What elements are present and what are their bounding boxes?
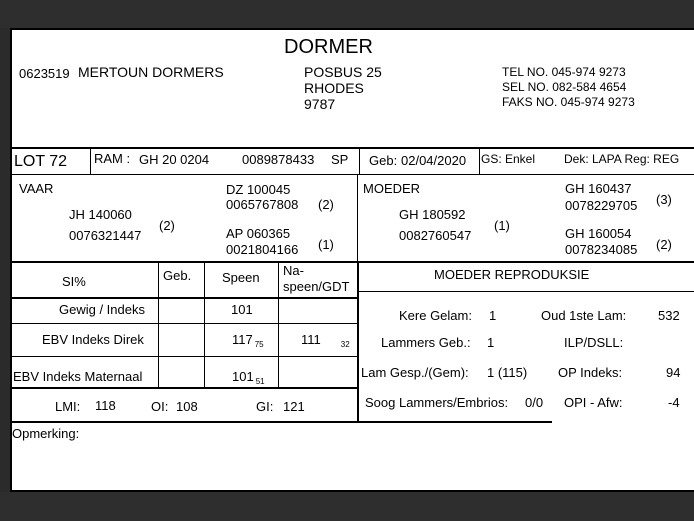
ram-label: RAM : xyxy=(94,151,131,166)
lmi-value: 118 xyxy=(95,398,116,413)
remark-label: Opmerking: xyxy=(12,426,80,441)
card-border-top xyxy=(10,28,694,30)
dam-id: GH 180592 xyxy=(399,207,466,222)
geb-date: 02/04/2020 xyxy=(401,153,467,168)
si-row1-bottom xyxy=(10,323,358,324)
owner-code: 0623519 xyxy=(19,66,70,81)
sire-grade: (2) xyxy=(159,218,175,233)
bottom-bar xyxy=(0,492,694,521)
dz-id: DZ 100045 xyxy=(226,182,291,197)
lmi-label: LMI: xyxy=(55,399,81,414)
lot-divider xyxy=(90,148,91,174)
ram-suffix: SP xyxy=(331,152,349,167)
gesp-label: Lam Gesp./(Gem): xyxy=(361,365,469,380)
granddam-top-id: GH 160437 xyxy=(565,181,632,196)
row-gewig-label: Gewig / Indeks xyxy=(59,302,145,317)
ram-number: 0089878433 xyxy=(242,152,315,167)
row-gewig-speen: 101 xyxy=(231,302,253,317)
op-value: 94 xyxy=(666,365,681,380)
repro-title-bottom xyxy=(358,291,694,292)
lot-row-bottom xyxy=(10,174,694,175)
row-direk-naspeen-sub: 32 xyxy=(340,340,350,349)
row-maternaal-speen: 101 $_{51}$ xyxy=(232,369,265,386)
geb-label: Geb: xyxy=(369,153,398,168)
geb-header: Geb. xyxy=(163,268,192,283)
si-header: SI% xyxy=(62,274,86,289)
sel-number: SEL NO. 082-584 4654 xyxy=(502,80,627,94)
geb-divider xyxy=(359,148,360,174)
lammers-label: Lammers Geb.: xyxy=(381,335,471,350)
moeder-label: MOEDER xyxy=(363,181,421,196)
sire-number: 0076321447 xyxy=(69,228,142,243)
oud-label: Oud 1ste Lam: xyxy=(541,308,627,323)
dz-grade: (2) xyxy=(318,197,334,212)
soog-value: 0/0 xyxy=(525,395,544,410)
si-header-bottom xyxy=(10,297,358,299)
naspeen-header-1: Na- xyxy=(283,263,304,278)
header-divider xyxy=(10,147,694,149)
gs-divider xyxy=(479,148,480,174)
si-row2-bottom xyxy=(10,356,358,357)
dek-reg: Dek: LAPA Reg: REG xyxy=(564,152,680,166)
ap-id: AP 060365 xyxy=(226,226,291,241)
gesp-value: 1 (115) xyxy=(487,365,528,380)
top-bar xyxy=(0,0,694,28)
granddam-top-number: 0078229705 xyxy=(565,198,638,213)
oud-value: 532 xyxy=(658,308,680,323)
si-col-geb xyxy=(158,262,159,387)
ram-id: GH 20 0204 xyxy=(139,152,210,167)
si-table-right xyxy=(357,262,359,422)
ilp-label: ILP/DSLL: xyxy=(564,335,624,350)
dam-grade: (1) xyxy=(494,218,510,233)
address-line-1: POSBUS 25 xyxy=(304,64,382,80)
soog-label: Soog Lammers/Embrios: xyxy=(365,395,509,410)
row-maternaal-label: EBV Indeks Maternaal xyxy=(13,369,143,384)
opi-label: OPI - Afw: xyxy=(564,395,623,410)
kere-value: 1 xyxy=(489,308,497,323)
sire-id: JH 140060 xyxy=(69,207,132,222)
granddam-top-grade: (3) xyxy=(656,192,672,207)
speen-header: Speen xyxy=(222,270,260,285)
pedigree-divider xyxy=(357,175,358,261)
si-table-left xyxy=(10,262,12,387)
gi-value: 121 xyxy=(283,399,305,414)
granddam-bot-grade: (2) xyxy=(656,237,672,252)
opi-value: -4 xyxy=(668,395,680,410)
gs-status: GS: Enkel xyxy=(481,152,536,166)
kere-label: Kere Gelam: xyxy=(399,308,472,323)
tel-number: TEL NO. 045-974 9273 xyxy=(502,65,626,79)
indices-bottom xyxy=(10,421,552,423)
si-col-speen xyxy=(204,262,205,387)
oi-value: 108 xyxy=(176,399,198,414)
row-direk-speen: 117 $_{75}$ xyxy=(232,332,264,349)
si-col-naspeen xyxy=(278,262,279,387)
address-line-3: 9787 xyxy=(304,96,336,112)
vaar-label: VAAR xyxy=(19,181,54,196)
address-line-2: RHODES xyxy=(304,80,364,96)
op-label: OP Indeks: xyxy=(558,365,623,380)
naspeen-header-2: speen/GDT xyxy=(283,279,350,294)
lot-number: LOT 72 xyxy=(14,153,68,170)
row-maternaal-speen-sub: 51 xyxy=(255,377,265,386)
granddam-bot-id: GH 160054 xyxy=(565,226,632,241)
granddam-bot-number: 0078234085 xyxy=(565,242,638,257)
dam-number: 0082760547 xyxy=(399,228,472,243)
ap-number: 0021804166 xyxy=(226,242,299,257)
oi-label: OI: xyxy=(151,399,169,414)
si-row3-bottom xyxy=(10,387,358,389)
row-direk-naspeen: 111 $_{32}$ xyxy=(301,332,350,349)
row-direk-label: EBV Indeks Direk xyxy=(42,332,144,347)
repro-title: MOEDER REPRODUKSIE xyxy=(434,267,590,282)
lot-card xyxy=(10,28,694,492)
gi-label: GI: xyxy=(256,399,274,414)
owner-name: MERTOUN DORMERS xyxy=(78,64,224,80)
dz-number: 0065767808 xyxy=(226,197,299,212)
row-direk-speen-sub: 75 xyxy=(254,340,264,349)
faks-number: FAKS NO. 045-974 9273 xyxy=(502,95,635,109)
ap-grade: (1) xyxy=(318,237,334,252)
lammers-value: 1 xyxy=(487,335,495,350)
pedigree-bottom xyxy=(10,261,694,263)
page-title: DORMER xyxy=(284,36,373,58)
